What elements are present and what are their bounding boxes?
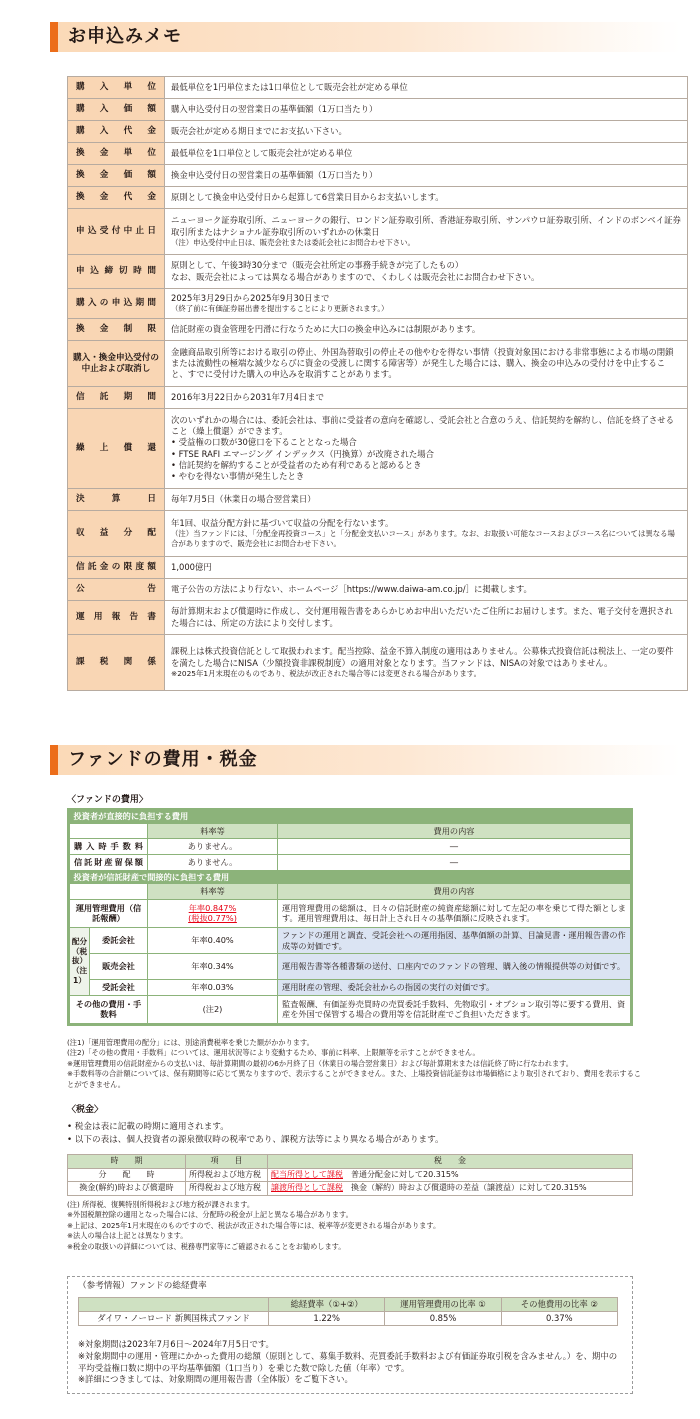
- tax-time: 分 配 時: [68, 1168, 186, 1182]
- memo-row: [68, 489, 688, 511]
- cost-note: ※手数料等の合計額については、保有期間等に応じて異なりますので、表示することができません。また、上場投資信託証券は市場価格により取引されており、費用を表示することができません。: [67, 1069, 641, 1089]
- tax-header-time: 時 期: [68, 1155, 186, 1169]
- tax-note: ※外国税額控除の適用となった場合には、分配時の税金が上記と異なる場合があります。: [67, 1210, 353, 1220]
- memo-value-text: ニューヨーク証券取引所、ニューヨークの銀行、ロンドン証券取引所、香港証券取引所、サンパウロ証券取引所、インドのボンベイ証券取引所またはナショナル証券取引所のいずれかの休業日: [171, 215, 681, 237]
- memo-key: 決算日: [68, 489, 165, 511]
- header-accent-bar: [50, 22, 58, 52]
- memo-key: 購入・換金申込受付の中止および取消し: [68, 341, 165, 387]
- cost-note: (注2)「その他の費用・手数料」については、運用状況等により変動するため、事前に料率、上限額等を示すことができません。: [67, 1048, 480, 1058]
- memo-key: 購入単位: [68, 77, 165, 99]
- tax-rate-text: 普通分配金に対して20.315%: [351, 1169, 459, 1179]
- memo-value-text: 2025年3月29日から2025年9月30日まで: [171, 292, 330, 303]
- tax-item: 所得税および地方税: [186, 1168, 268, 1182]
- memo-value-text: 課税上は株式投資信託として取扱われます。配当控除、益金不算入制度の適用はありません。公募株式投資信託は税法上、一定の要件を満たした場合にNISA（少額投資非課税制度）の適用対象となります。当ファンドは、NISAの対象ではありません。: [171, 646, 674, 668]
- ratio-header-blank: [79, 1298, 269, 1312]
- memo-key: 購入の申込期間: [68, 289, 165, 319]
- allocation-item-fee: 年率0.03%: [148, 980, 278, 996]
- memo-key: 換金価額: [68, 165, 165, 187]
- tax-table: [67, 1154, 633, 1196]
- memo-row: [68, 579, 688, 601]
- memo-value: 金融商品取引所等における取引の停止、外国為替取引の停止その他やむを得ない事情（投資対象国における非常事態による市場の閉鎖または流動性の極端な減少ならびに資金の受渡しに関する障害等）が発生した場合には、購入、換金の申込みの受付けを中止すること、すでに受付けた購入の申込みを取消すことがあります。: [165, 341, 688, 387]
- indirect-cost-group-title: 投資者が信託財産で間接的に負担する費用: [70, 870, 631, 884]
- memo-value: 換金申込受付日の翌営業日の基準価額（1万口当たり）: [165, 165, 688, 187]
- allocation-item-fee: 年率0.34%: [148, 954, 278, 980]
- management-fee-label: 運用管理費用（信託報酬）: [70, 899, 148, 927]
- memo-value-text: 年1回、収益分配方針に基づいて収益の分配を行ないます。: [171, 517, 394, 528]
- memo-row: [68, 319, 688, 341]
- memo-value: [165, 209, 688, 255]
- tax-header-item: 項 目: [186, 1155, 268, 1169]
- allocation-item-content: ファンドの運用と調査、受託会社への運用指図、基準価額の計算、目論見書・運用報告書の作成等の対価です。: [278, 927, 631, 953]
- purchase-fee-value: ありません。: [148, 839, 278, 855]
- purchase-fee-content: ―: [278, 839, 631, 855]
- tax-bullets: [67, 1121, 647, 1147]
- memo-key: 信託期間: [68, 387, 165, 409]
- memo-note: （注）申込受付中止日は、販売会社または委託会社にお問合わせ下さい。: [171, 237, 415, 247]
- memo-value: [165, 409, 688, 489]
- tax-note: (注) 所得税、復興特別所得税および地方税が課されます。: [67, 1200, 255, 1209]
- ratio-header-total: 総経費率（①+②）: [269, 1298, 385, 1312]
- col-fee-header: 料率等: [148, 884, 278, 900]
- col-content-header: 費用の内容: [278, 884, 631, 900]
- memo-value: 販売会社が定める期日までにお支払い下さい。: [165, 121, 688, 143]
- memo-value-text: 次のいずれかの場合には、委託会社は、事前に受益者の意向を確認し、受託会社と合意のうえ、信託契約を解約し、信託を終了させること（繰上償還）ができます。: [171, 414, 674, 436]
- memo-value: 購入申込受付日の翌営業日の基準価額（1万口当たり）: [165, 99, 688, 121]
- memo-key: 申込締切時間: [68, 255, 165, 289]
- memo-bullet: • 信託契約を解約することが受益者のため有利であると認めるとき: [171, 459, 422, 470]
- reference-note: ※対象期間中の運用・管理にかかった費用の総額（原則として、募集手数料、売買委託手数料および有価証券取引税を含みません。）を、期中の平均受益権口数に期中の平均基準価額（1口当り）を乗じた数で除した値（年率）です。: [78, 1350, 618, 1373]
- tax-notes: [67, 1200, 647, 1252]
- expense-ratio-table: [78, 1297, 618, 1326]
- memo-row: [68, 77, 688, 99]
- fund-name: ダイワ・ノーロード 新興国株式ファンド: [79, 1312, 269, 1326]
- allocation-label: 配分（税抜）（注1）: [70, 927, 90, 995]
- header-blank: [70, 884, 148, 900]
- memo-value: 最低単位を1円単位または1口単位として販売会社が定める単位: [165, 77, 688, 99]
- memo-row: [68, 165, 688, 187]
- allocation-item-label: 受託会社: [90, 980, 148, 996]
- allocation-item-content: 運用報告書等各種書類の送付、口座内でのファンドの管理、購入後の情報提供等の対価です。: [278, 954, 631, 980]
- col-content-header: 費用の内容: [278, 823, 631, 839]
- cost-section-title: ファンドの費用・税金: [68, 749, 258, 770]
- memo-bullet: • FTSE RAFI エマージング インデックス（円換算）が改廃された場合: [171, 448, 435, 459]
- memo-row: [68, 187, 688, 209]
- memo-key: 繰上償還: [68, 409, 165, 489]
- memo-value: [165, 289, 688, 319]
- reference-notes: [78, 1339, 623, 1386]
- management-fee-rate-ex-tax: (税抜0.77%): [188, 913, 237, 924]
- management-fee-rate: 年率0.847%: [188, 902, 237, 913]
- memo-key: 課税関係: [68, 635, 165, 691]
- memo-note: ※2025年1月末現在のものであり、税法が改正された場合等には変更される場合があります。: [171, 668, 481, 678]
- memo-key: 換金単位: [68, 143, 165, 165]
- memo-bullet: • 受益権の口数が30億口を下ることとなった場合: [171, 437, 357, 448]
- retention-fee-content: ―: [278, 854, 631, 870]
- cost-section-header: [50, 745, 680, 775]
- memo-value: 信託財産の資金管理を円滑に行なうために大口の換金申込みには制限があります。: [165, 319, 688, 341]
- memo-value-text: なお、販売会社によっては異なる場合がありますので、くわしくは販売会社にお問合わせ下さい。: [171, 271, 540, 282]
- memo-row: [68, 99, 688, 121]
- tax-subtitle: 〈税金〉: [67, 1105, 104, 1115]
- tax-item: 所得税および地方税: [186, 1182, 268, 1196]
- memo-value: [165, 255, 688, 289]
- reference-box: [67, 1276, 633, 1394]
- cost-note: (注1)「運用管理費用の配分」には、別途消費税率を乗じた額がかかります。: [67, 1038, 314, 1047]
- fund-cost-subtitle: 〈ファンドの費用〉: [67, 795, 148, 805]
- ratio-header-other: その他費用の比率 ②: [501, 1298, 617, 1312]
- memo-row: [68, 387, 688, 409]
- memo-row: [68, 557, 688, 579]
- management-fee-content: 運用管理費用の総額は、日々の信託財産の純資産総額に対して左記の率を乗じて得た額とします。運用管理費用は、毎日計上され日々の基準価額に反映されます。: [278, 899, 631, 927]
- tax-category: 配当所得として課税: [271, 1169, 343, 1179]
- other-fee-label: その他の費用・手数料: [70, 995, 148, 1023]
- memo-row: [68, 255, 688, 289]
- memo-row: [68, 409, 688, 489]
- memo-value: 1,000億円: [165, 557, 688, 579]
- memo-value: [165, 511, 688, 557]
- management-ratio: 0.85%: [385, 1312, 501, 1326]
- memo-row: [68, 209, 688, 255]
- cost-note: ※運用管理費用の信託財産からの支払いは、毎計算期間の最初の6か月終了日（休業日の場合翌営業日）および毎計算期末または信託終了時に行なわれます。: [67, 1058, 573, 1068]
- direct-cost-group-title: 投資者が直接的に負担する費用: [70, 810, 631, 823]
- memo-note: （終了前に有価証券届出書を提出することにより更新されます。）: [171, 304, 389, 314]
- memo-value: 2016年3月22日から2031年7月4日まで: [165, 387, 688, 409]
- memo-value: 最低単位を1口単位として販売会社が定める単位: [165, 143, 688, 165]
- memo-bullet: • やむを得ない事情が発生したとき: [171, 471, 305, 481]
- tax-header-tax: 税 金: [268, 1155, 633, 1169]
- total-ratio: 1.22%: [269, 1312, 385, 1326]
- tax-note: ※税金の取扱いの詳細については、税務専門家等にご確認されることをお勧めします。: [67, 1241, 346, 1251]
- management-fee-value: [148, 899, 278, 927]
- tax-value: [268, 1168, 633, 1182]
- reference-title: （参考情報）ファンドの総経費率: [78, 1281, 207, 1291]
- tax-rate-text: 換金（解約）時および償還時の差益（譲渡益）に対して20.315%: [351, 1183, 587, 1193]
- tax-bullet: • 税金は表に記載の時期に適用されます。: [67, 1122, 229, 1132]
- memo-value: 毎計算期末および償還時に作成し、交付運用報告書をあらかじめお申出いただいたご住所にお届けします。また、電子交付を選択された場合には、所定の方法により交付します。: [165, 601, 688, 635]
- allocation-item-label: 販売会社: [90, 954, 148, 980]
- reference-note: ※対象期間は2023年7月6日～2024年7月5日です。: [78, 1339, 274, 1349]
- purchase-fee-label: 購入時手数料: [70, 839, 148, 855]
- tax-note: ※上記は、2025年1月末現在のものですので、税法が改正された場合等には、税率等が変更される場合があります。: [67, 1220, 441, 1230]
- memo-key: 換金代金: [68, 187, 165, 209]
- tax-category: 譲渡所得として課税: [271, 1183, 343, 1193]
- memo-section-header: [50, 22, 680, 52]
- memo-value: 毎年7月5日（休業日の場合翌営業日）: [165, 489, 688, 511]
- ratio-header-management: 運用管理費用の比率 ①: [385, 1298, 501, 1312]
- memo-row: [68, 289, 688, 319]
- memo-key: 購入代金: [68, 121, 165, 143]
- memo-key: 信託金の限度額: [68, 557, 165, 579]
- memo-key: 換金制限: [68, 319, 165, 341]
- memo-key: 購入価額: [68, 99, 165, 121]
- tax-time: 換金(解約)時および償還時: [68, 1182, 186, 1196]
- cost-notes: [67, 1038, 647, 1090]
- application-memo-table: [67, 76, 688, 691]
- col-fee-header: 料率等: [148, 823, 278, 839]
- memo-value: 電子公告の方法により行ない、ホームページ［https://www.daiwa-am.co.jp/］に掲載します。: [165, 579, 688, 601]
- memo-key: 公告: [68, 579, 165, 601]
- fund-cost-table: [67, 808, 633, 1026]
- header-blank: [70, 823, 148, 839]
- memo-key: 運用報告書: [68, 601, 165, 635]
- memo-key: 収益分配: [68, 511, 165, 557]
- memo-value: 原則として換金申込受付日から起算して6営業日目からお支払いします。: [165, 187, 688, 209]
- allocation-item-label: 委託会社: [90, 927, 148, 953]
- retention-fee-value: ありません。: [148, 854, 278, 870]
- reference-note: ※詳細につきましては、対象期間の運用報告書（全体版）をご覧下さい。: [78, 1374, 353, 1385]
- allocation-item-fee: 年率0.40%: [148, 927, 278, 953]
- memo-note: （注）当ファンドには、「分配金再投資コース」と「分配金支払いコース」があります。なお、お取扱い可能なコースおよびコース名については異なる場合がありますので、販売会社にお問合わせ下さい。: [171, 529, 675, 549]
- memo-row: [68, 341, 688, 387]
- memo-row: [68, 121, 688, 143]
- header-accent-bar: [50, 745, 58, 775]
- allocation-item-content: 運用財産の管理、委託会社からの指図の実行の対価です。: [278, 980, 631, 996]
- memo-section-title: お申込みメモ: [68, 26, 182, 47]
- tax-value: [268, 1182, 633, 1196]
- retention-fee-label: 信託財産留保額: [70, 854, 148, 870]
- other-fee-content: 監査報酬、有価証券売買時の売買委託手数料、先物取引・オプション取引等に要する費用、資産を外国で保管する場合の費用等を信託財産でご負担いただきます。: [278, 995, 631, 1023]
- tax-note: ※法人の場合は上記とは異なります。: [67, 1231, 188, 1241]
- other-fee-value: (注2): [148, 995, 278, 1023]
- memo-row: [68, 511, 688, 557]
- memo-row: [68, 143, 688, 165]
- tax-bullet: • 以下の表は、個人投資者の源泉徴収時の税率であり、課税方法等により異なる場合があります。: [67, 1134, 444, 1145]
- memo-value-text: 原則として、午後3時30分まで（販売会社所定の事務手続きが完了したもの）: [171, 260, 464, 271]
- other-ratio: 0.37%: [501, 1312, 617, 1326]
- memo-row: [68, 601, 688, 635]
- memo-key: 申込受付中止日: [68, 209, 165, 255]
- memo-row: [68, 635, 688, 691]
- memo-value: [165, 635, 688, 691]
